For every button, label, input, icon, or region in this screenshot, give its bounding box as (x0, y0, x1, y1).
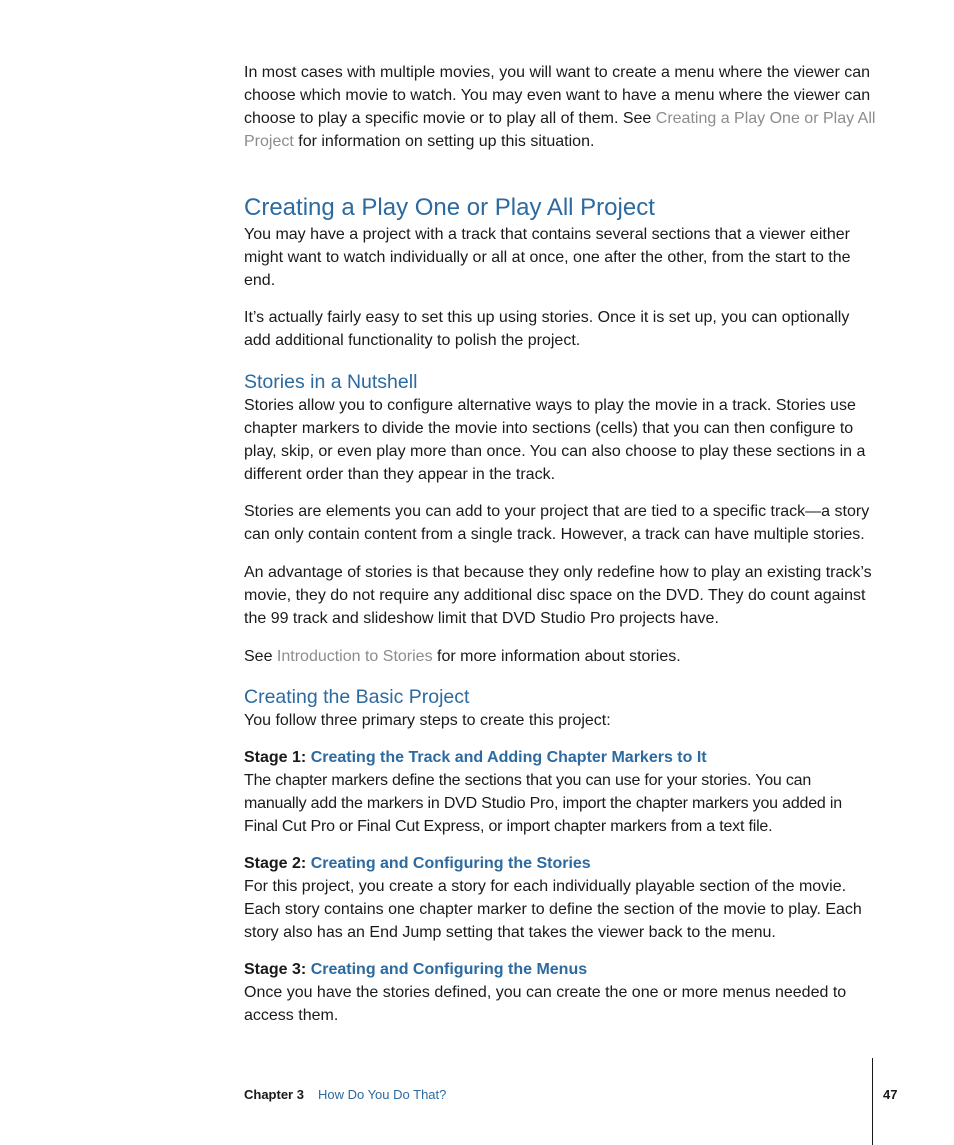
stage-3-text: Once you have the stories defined, you can create the one or more menus needed to access them. (244, 984, 847, 1024)
stage-1-link[interactable]: Creating the Track and Adding Chapter Markers to It (310, 749, 707, 766)
play-one-play-all-link[interactable]: Creating a Play One or Play All Project (244, 110, 876, 150)
footer-divider (872, 1058, 873, 1145)
page-number: 47 (883, 1087, 898, 1102)
stage-2-heading: Stage 2: Creating and Configuring the Stories (244, 855, 591, 872)
page-footer (244, 1086, 446, 1104)
footer-chapter-title[interactable]: How Do You Do That? (317, 1087, 447, 1102)
stage-3-heading: Stage 3: Creating and Configuring the Menus (244, 961, 588, 978)
stage-3-link[interactable]: Creating and Configuring the Menus (310, 961, 588, 978)
section-paragraph-2: It’s actually fairly easy to set this up using stories. Once it is set up, you can optionally add additional functionality to polish the project. (244, 309, 850, 349)
nutshell-heading: Stories in a Nutshell (244, 371, 418, 393)
nutshell-paragraph-2: Stories are elements you can add to your project that are tied to a specific track—a story can only contain content from a single track. However, a track can have multiple stories. (244, 503, 870, 543)
basic-project-heading: Creating the Basic Project (244, 686, 470, 708)
intro-paragraph: In most cases with multiple movies, you will want to create a menu where the viewer can choose which movie to watch. You may even want to have a menu where the viewer can choose to play a specific movie or to play all of them. See Creating a Play One or Play All Project for information on setting up this situation. (244, 64, 876, 150)
stage-1-heading: Stage 1: Creating the Track and Adding Chapter Markers to It (244, 749, 707, 766)
introduction-to-stories-link[interactable]: Introduction to Stories (276, 648, 433, 665)
nutshell-paragraph-4: See Introduction to Stories for more information about stories. (244, 648, 681, 665)
footer-chapter-label: Chapter 3 (244, 1087, 304, 1102)
section-paragraph-1: You may have a project with a track that contains several sections that a viewer either might want to watch individually or all at once, one after the other, from the start to the end. (244, 226, 851, 289)
basic-intro: You follow three primary steps to create this project: (244, 712, 611, 729)
page-content (244, 61, 876, 1027)
section-title: Creating a Play One or Play All Project (244, 194, 655, 221)
nutshell-paragraph-1: Stories allow you to configure alternative ways to play the movie in a track. Stories use chapter markers to divide the movie into sections (cells) that you can then configure to play, skip, or even play more than once. You can also choose to play these sections in a different order than they appear in the track. (244, 397, 866, 483)
stage-2-link[interactable]: Creating and Configuring the Stories (310, 855, 591, 872)
stage-2-text: For this project, you create a story for each individually playable section of the movie. Each story contains one chapter marker to define the section of the movie to play. Each story also has an End Jump setting that takes the viewer back to the menu. (244, 878, 862, 941)
stage-1-text: The chapter markers define the sections that you can use for your stories. You can manually add the markers in DVD Studio Pro, import the chapter markers you added in Final Cut Pro or Final Cut Express, or import chapter markers from a text file. (244, 772, 842, 835)
nutshell-paragraph-3: An advantage of stories is that because they only redefine how to play an existing track’s movie, they do not require any additional disc space on the DVD. They do count against the 99 track and slideshow limit that DVD Studio Pro projects have. (244, 564, 872, 627)
